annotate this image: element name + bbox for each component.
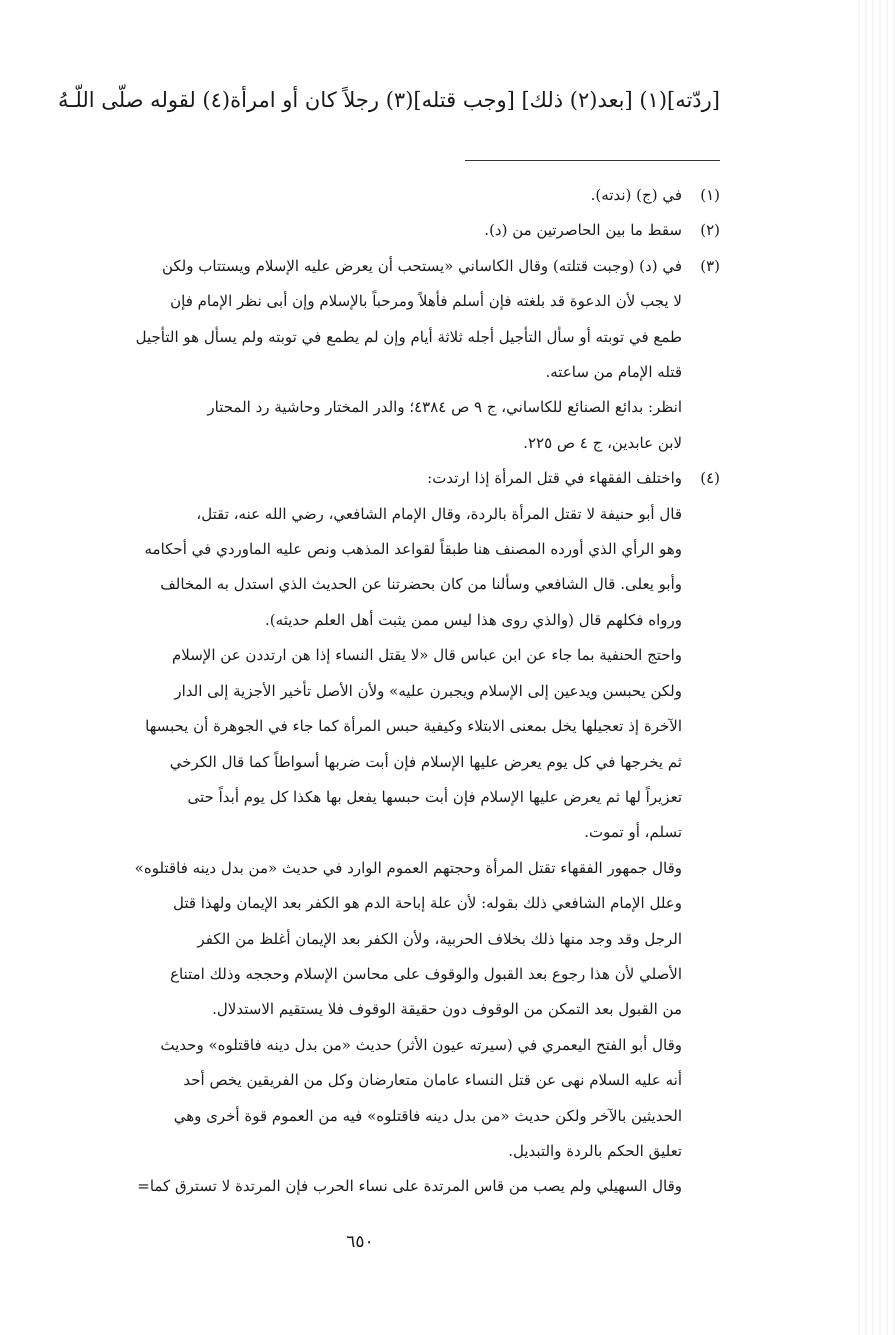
footnote-separator [465,160,720,161]
footnote-line: لابن عابدين، ج ٤ ص ٢٢٥. [523,433,682,452]
footnote-number: (٣) [700,256,720,275]
footnote-line: تعزيراً لها ثم يعرض عليها الإسلام فإن أبت حبسها يفعل بها هكذا كل يوم أبداً حتى [187,787,682,806]
footnotes [85,178,720,1205]
footnote-line: لا يجب لأن الدعوة قد بلغته فإن أسلم فأهلاً ومرحباً بالإسلام وإن أبى نظر الإمام فإن [170,292,682,311]
footnote-body [85,249,682,461]
footnote-number: (٢) [700,221,720,240]
footnote-line: وقال جمهور الفقهاء تقتل المرأة وحجتهم العموم الوارد في حديث «من بدل دينه فاقتلوه» [134,858,682,877]
footnote-3 [85,249,720,461]
binding-gutter [853,0,895,1335]
footnote-line: في (د) (وجبت قتلته) وقال الكاساني «يستحب أن يعرض عليه الإسلام ويستتاب ولكن [161,256,682,275]
footnote-line: واختلف الفقهاء في قتل المرأة إذا ارتدت: [427,469,682,488]
footnote-body [85,178,682,213]
footnote-2 [85,213,720,248]
footnote-line: واحتج الحنفية بما جاء عن ابن عباس قال «لا يقتل النساء إذا هن ارتددن عن الإسلام [172,646,682,665]
footnote-line: انظر: بدائع الصنائع للكاساني، ج ٩ ص ٤٣٨٤؛ والدر المختار وحاشية رد المحتار [207,398,682,417]
footnote-line: وأبو يعلى. قال الشافعي وسألنا من كان بحضرتنا عن الحديث الذي استدل به المخالف [160,575,682,594]
footnote-body [85,461,682,1205]
footnote-1 [85,178,720,213]
footnote-line: ورواه فكلهم قال (والذي روى هذا ليس ممن يثبت أهل العلم حديثه). [265,610,682,629]
footnote-line: قتله الإمام من ساعته. [545,363,682,382]
footnote-line: ثم يخرجها في كل يوم يعرض عليها الإسلام فإن أبت ضربها أسواطاً كما قال الكرخي [169,752,682,771]
page-number: ٦٥٠ [346,1232,374,1252]
footnote-line: تعليق الحكم بالردة والتبديل. [508,1141,682,1160]
footnote-line: الأصلي لأن هذا رجوع بعد القبول والوقوف على محاسن الإسلام وحججه وذلك امتناع [170,964,682,983]
footnote-4 [85,461,720,1205]
footnote-line: الرجل وقد وجد منها ذلك بخلاف الحربية، ولأن الكفر بعد الإيمان أغلظ من الكفر [197,929,682,948]
footnote-line: وقال أبو الفتح اليعمري في (سيرته عيون الأثر) حديث «من بدل دينه فاقتلوه» وحديث [160,1035,682,1054]
footnote-line: تسلم، أو تموت. [584,823,682,842]
main-text-line: [ردّته](١) [بعد(٢) ذلك] [وجب قتله](٣) رجلاً كان أو امرأة(٤) لقوله صلّى اللّـهُ [57,88,720,112]
footnote-number: (١) [700,186,720,204]
footnote-body [85,213,682,248]
footnote-line: الآخرة إذ تعجيلها يخل بمعنى الابتلاء وكيفية حبس المرأة كما جاء في الجوهرة أن يحبسها [145,717,682,736]
footnote-line: ولكن يحبسن ويدعين إلى الإسلام ويجبرن عليه» ولأن الأصل تأخير الأجزية إلى الدار [174,681,682,700]
footnote-line: من القبول بعد التمكن من الوقوف دون حقيقة الوقوف فلا يستقيم الاستدلال. [212,1000,682,1019]
footnote-number: (٤) [700,469,720,488]
footnote-line: وقال السهيلي ولم يصب من قاس المرتدة على نساء الحرب فإن المرتدة لا تسترق كما= [137,1177,682,1196]
footnote-line: أنه عليه السلام نهى عن قتل النساء عامان متعارضان وكل من الفريقين يخص أحد [183,1071,682,1090]
footnote-line: في (ج) (ندته). [590,186,682,204]
footnote-line: سقط ما بين الحاصرتين من (د). [484,221,682,240]
footnote-line: وعلل الإمام الشافعي ذلك بقوله: لأن علة إباحة الدم هو الكفر بعد الإيمان ولهذا قتل [172,894,682,913]
footnote-line: طمع في توبته أو سأل التأجيل أجله ثلاثة أيام وإن لم يطمع في توبته ولم يسأل هو التأجيل [135,327,682,346]
footnote-line: قال أبو حنيفة لا تقتل المرأة بالردة، وقال الإمام الشافعي، رضي الله عنه، تقتل، [196,504,682,523]
footnote-line: وهو الرأي الذي أورده المصنف هنا طبقاً لقواعد المذهب ونص عليه الماوردي في أحكامه [144,540,682,559]
footnote-line: الحديثين بالآخر ولكن حديث «من بدل دينه فاقتلوه» فيه من العموم قوة أخرى وهي [173,1106,682,1125]
